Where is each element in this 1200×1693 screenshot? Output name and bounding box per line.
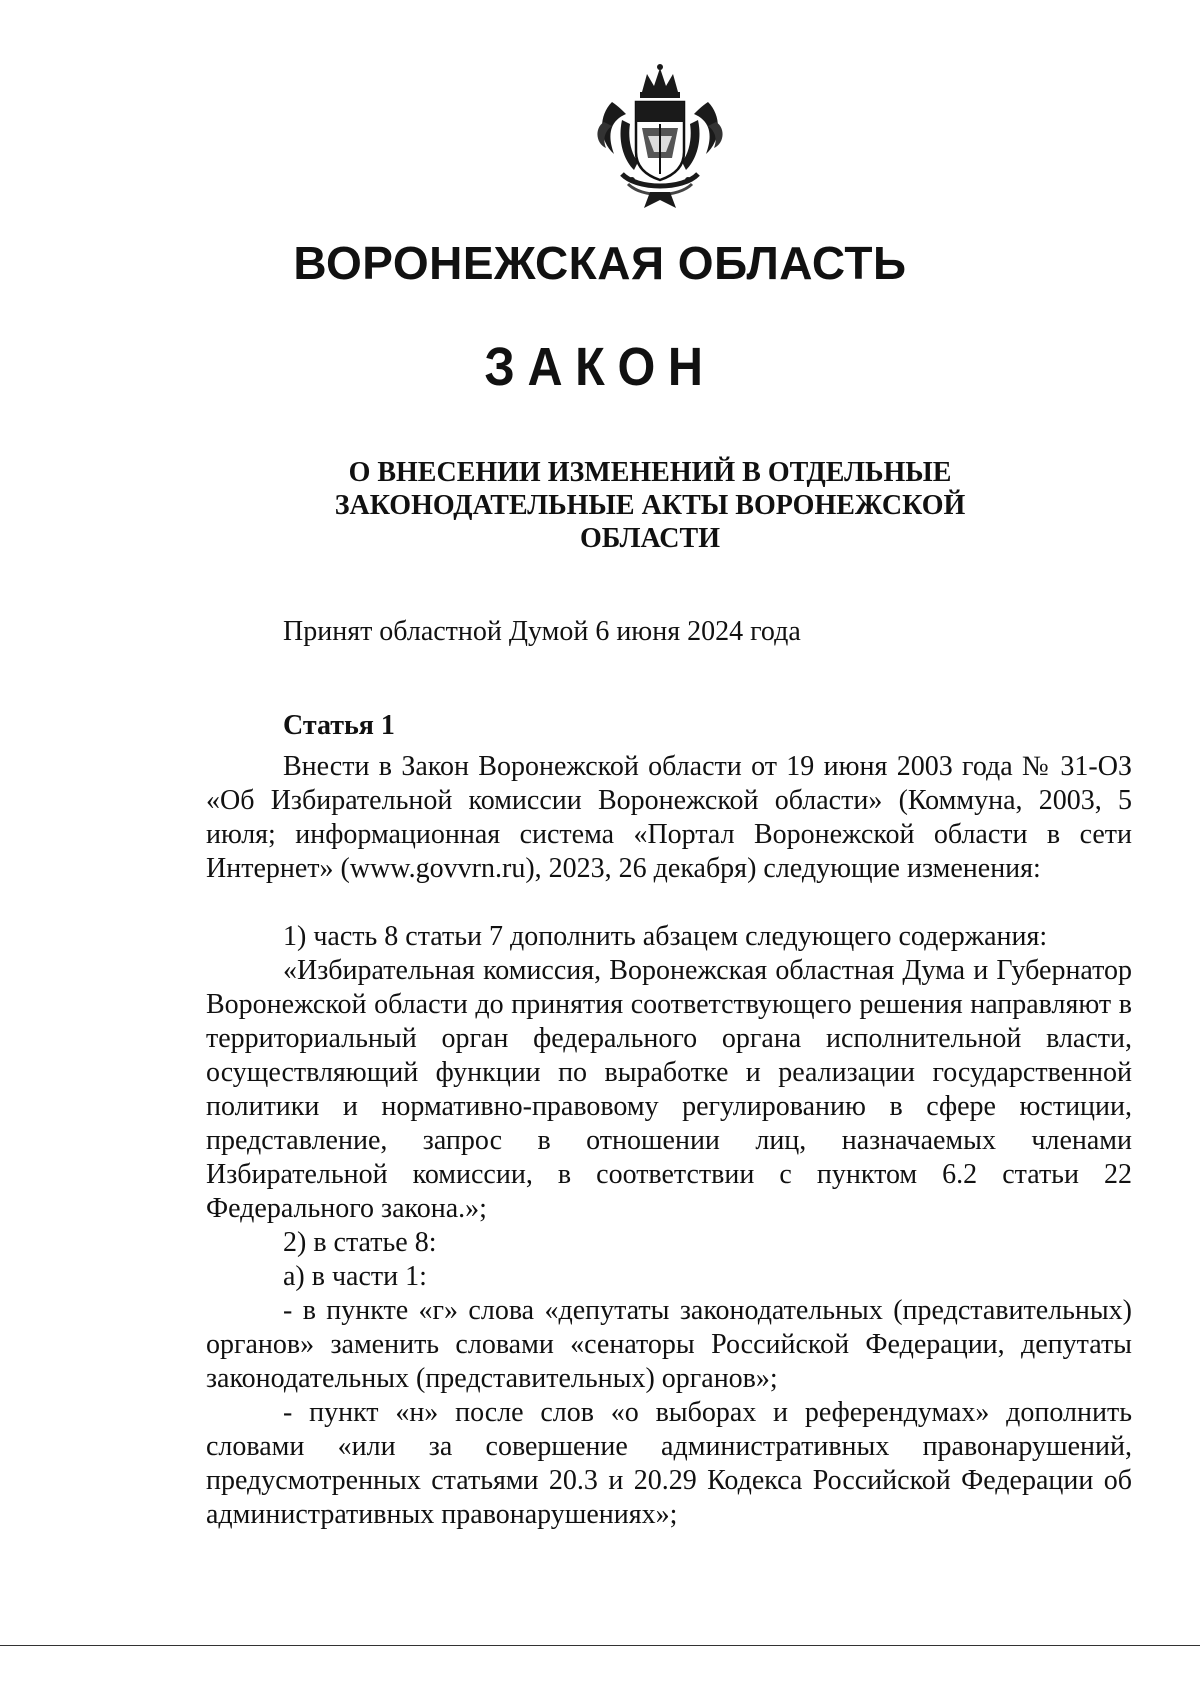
article-body-intro (206, 750, 1132, 886)
article-heading: Статья 1 (283, 710, 395, 741)
amendment-item: 2) в статье 8: (283, 1227, 437, 1258)
amendment-item: 1) часть 8 статьи 7 дополнить абзацем следующего содержания: (283, 921, 1048, 952)
article-intro-paragraph: Внести в Закон Воронежской области от 19 июня 2003 года № 31-ОЗ «Об Избирательной комиссии Воронежской области» (Коммуна, 2003, 5 июля; информационная система «Портал Воронежской области в сети Интернет» (www.govvrn.ru), 2023, 26 декабря) следующие изменения: (206, 751, 1132, 884)
article-body-items (206, 920, 1132, 1532)
amendment-item: - в пункте «г» слова «депутаты законодательных (представительных) органов» заменить словами «сенаторы Российской Федерации, депутаты законодательных (представительных) органов»; (206, 1295, 1132, 1394)
law-subject (300, 456, 1000, 555)
voronezh-coat-of-arms-icon (592, 62, 728, 210)
region-title: ВОРОНЕЖСКАЯ ОБЛАСТЬ (293, 237, 907, 289)
adoption-date: Принят областной Думой 6 июня 2024 года (283, 616, 801, 647)
subject-line: ЗАКОНОДАТЕЛЬНЫЕ АКТЫ ВОРОНЕЖСКОЙ (334, 490, 966, 521)
subject-line: О ВНЕСЕНИИ ИЗМЕНЕНИЙ В ОТДЕЛЬНЫЕ (348, 457, 952, 488)
document-type-title: ЗАКОН (484, 337, 716, 397)
amendment-item: - пункт «н» после слов «о выборах и референдумах» дополнить словами «или за совершение административных правонарушений, предусмотренных статьями 20.3 и 20.29 Кодекса Российской Федерации об административных правонарушениях»; (206, 1397, 1132, 1530)
page-bottom-rule (0, 1645, 1200, 1646)
amendment-item: а) в части 1: (283, 1261, 427, 1292)
amendment-quote: «Избирательная комиссия, Воронежская областная Дума и Губернатор Воронежской области до принятия соответствующего решения направляют в территориальный орган федерального органа исполнительной власти, осуществляющий функции по выработке и реализации государственной политики и нормативно-правовому регулированию в сфере юстиции, представление, запрос в отношении лиц, назначаемых членами Избирательной комиссии, в соответствии с пунктом 6.2 статьи 22 Федерального закона.»; (206, 955, 1132, 1224)
subject-line: ОБЛАСТИ (580, 523, 720, 554)
